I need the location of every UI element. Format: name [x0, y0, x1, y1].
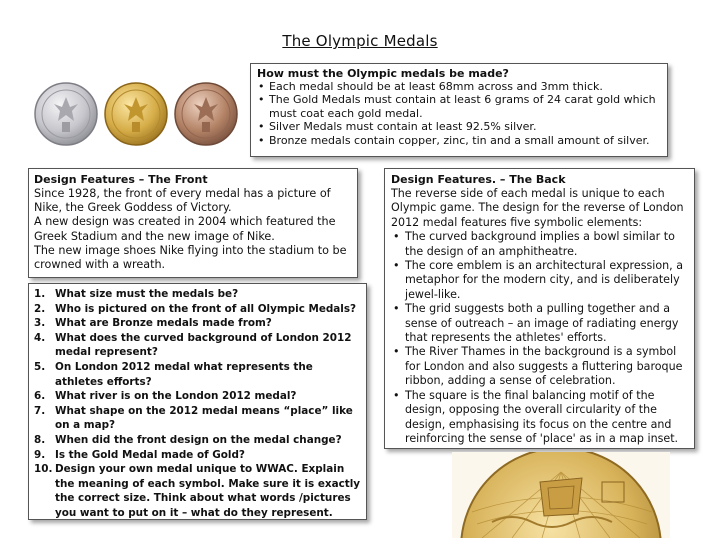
back-design-list: [391, 230, 688, 446]
questions-box: [28, 283, 367, 520]
front-design-text: Since 1928, the front of every medal has a picture of Nike, the Greek Goddess of Victory.: [34, 187, 331, 215]
three-medals-image: [28, 62, 244, 162]
question-number: 5.: [34, 360, 46, 373]
front-design-heading: Design Features – The Front: [34, 173, 208, 186]
question-text: What shape on the 2012 medal means “place” like on a map?: [55, 404, 353, 432]
question-item: [34, 433, 361, 448]
list-item: • The grid suggests both a pulling together and a sense of outreach – an image of radiating energy that represents the athletes' efforts.: [391, 302, 688, 345]
question-text: On London 2012 medal what represents the athletes efforts?: [55, 360, 313, 388]
list-item: • Silver Medals must contain at least 92.5% silver.: [257, 120, 661, 133]
questions-list: [34, 287, 361, 521]
question-text: What are Bronze medals made from?: [55, 317, 272, 330]
list-item: • The Gold Medals must contain at least 6 grams of 24 carat gold which must coat each gold medal.: [257, 93, 661, 120]
list-item: • The square is the final balancing motif of the design, opposing the overall circularity of the design, emphasising its focus on the centre and reinforcing the sense of 'place' as in a map inset.: [391, 389, 688, 447]
bronze-medal: [175, 83, 237, 145]
question-text: When did the front design on the medal change?: [55, 433, 342, 446]
question-number: 10.: [34, 463, 53, 476]
page-title: The Olympic Medals: [282, 32, 438, 50]
silver-medal: [35, 83, 97, 145]
question-item: [34, 316, 361, 331]
question-text: Who is pictured on the front of all Olympic Medals?: [55, 302, 357, 315]
question-item: [34, 448, 361, 463]
back-design-box: [384, 168, 695, 449]
question-item: [34, 404, 361, 433]
question-item: [34, 389, 361, 404]
front-design-text: A new design was created in 2004 which featured the Greek Stadium and the new image of Nike.: [34, 215, 336, 243]
list-item: • The River Thames in the background is a symbol for London and also suggests a fluttering baroque ribbon, adding a sense of celebration.: [391, 345, 688, 388]
how-made-list: [257, 80, 661, 147]
question-text: Is the Gold Medal made of Gold?: [55, 448, 245, 461]
list-item: • The core emblem is an architectural expression, a metaphor for the modern city, and is deliberately jewel-like.: [391, 259, 688, 302]
question-number: 9.: [34, 448, 46, 461]
question-number: 2.: [34, 302, 46, 315]
question-text: What does the curved background of London 2012 medal represent?: [55, 331, 352, 359]
how-made-heading: How must the Olympic medals be made?: [257, 67, 509, 80]
question-item: [34, 331, 361, 360]
question-number: 6.: [34, 390, 46, 403]
question-number: 7.: [34, 404, 46, 417]
london-2012-medal-image: [452, 452, 670, 538]
question-text: Design your own medal unique to WWAC. Explain the meaning of each symbol. Make sure it is exactly the correct size. Think about what words /pictures you want to put on it – what do they represent.: [55, 463, 361, 519]
question-item: [34, 360, 361, 389]
list-item: • Each medal should be at least 68mm across and 3mm thick.: [257, 80, 661, 93]
question-text: What river is on the London 2012 medal?: [55, 390, 297, 403]
front-design-box: [28, 168, 358, 278]
question-number: 1.: [34, 288, 46, 300]
list-item: • The curved background implies a bowl similar to the design of an amphitheatre.: [391, 230, 688, 259]
back-design-intro: The reverse side of each medal is unique to each Olympic game. The design for the reverse of London 2012 medal features five symbolic elements:: [391, 187, 684, 229]
question-item: [34, 302, 361, 317]
question-number: 8.: [34, 433, 46, 446]
question-item: [34, 462, 361, 520]
gold-medal: [105, 83, 167, 145]
list-item: • Bronze medals contain copper, zinc, tin and a small amount of silver.: [257, 134, 661, 147]
front-design-text: The new image shoes Nike flying into the stadium to be crowned with a wreath.: [34, 243, 347, 272]
question-item: [34, 287, 361, 302]
question-number: 3.: [34, 317, 46, 330]
question-number: 4.: [34, 331, 46, 344]
how-made-box: [250, 63, 668, 157]
question-text: What size must the medals be?: [55, 288, 239, 300]
back-design-heading: Design Features. – The Back: [391, 173, 566, 186]
